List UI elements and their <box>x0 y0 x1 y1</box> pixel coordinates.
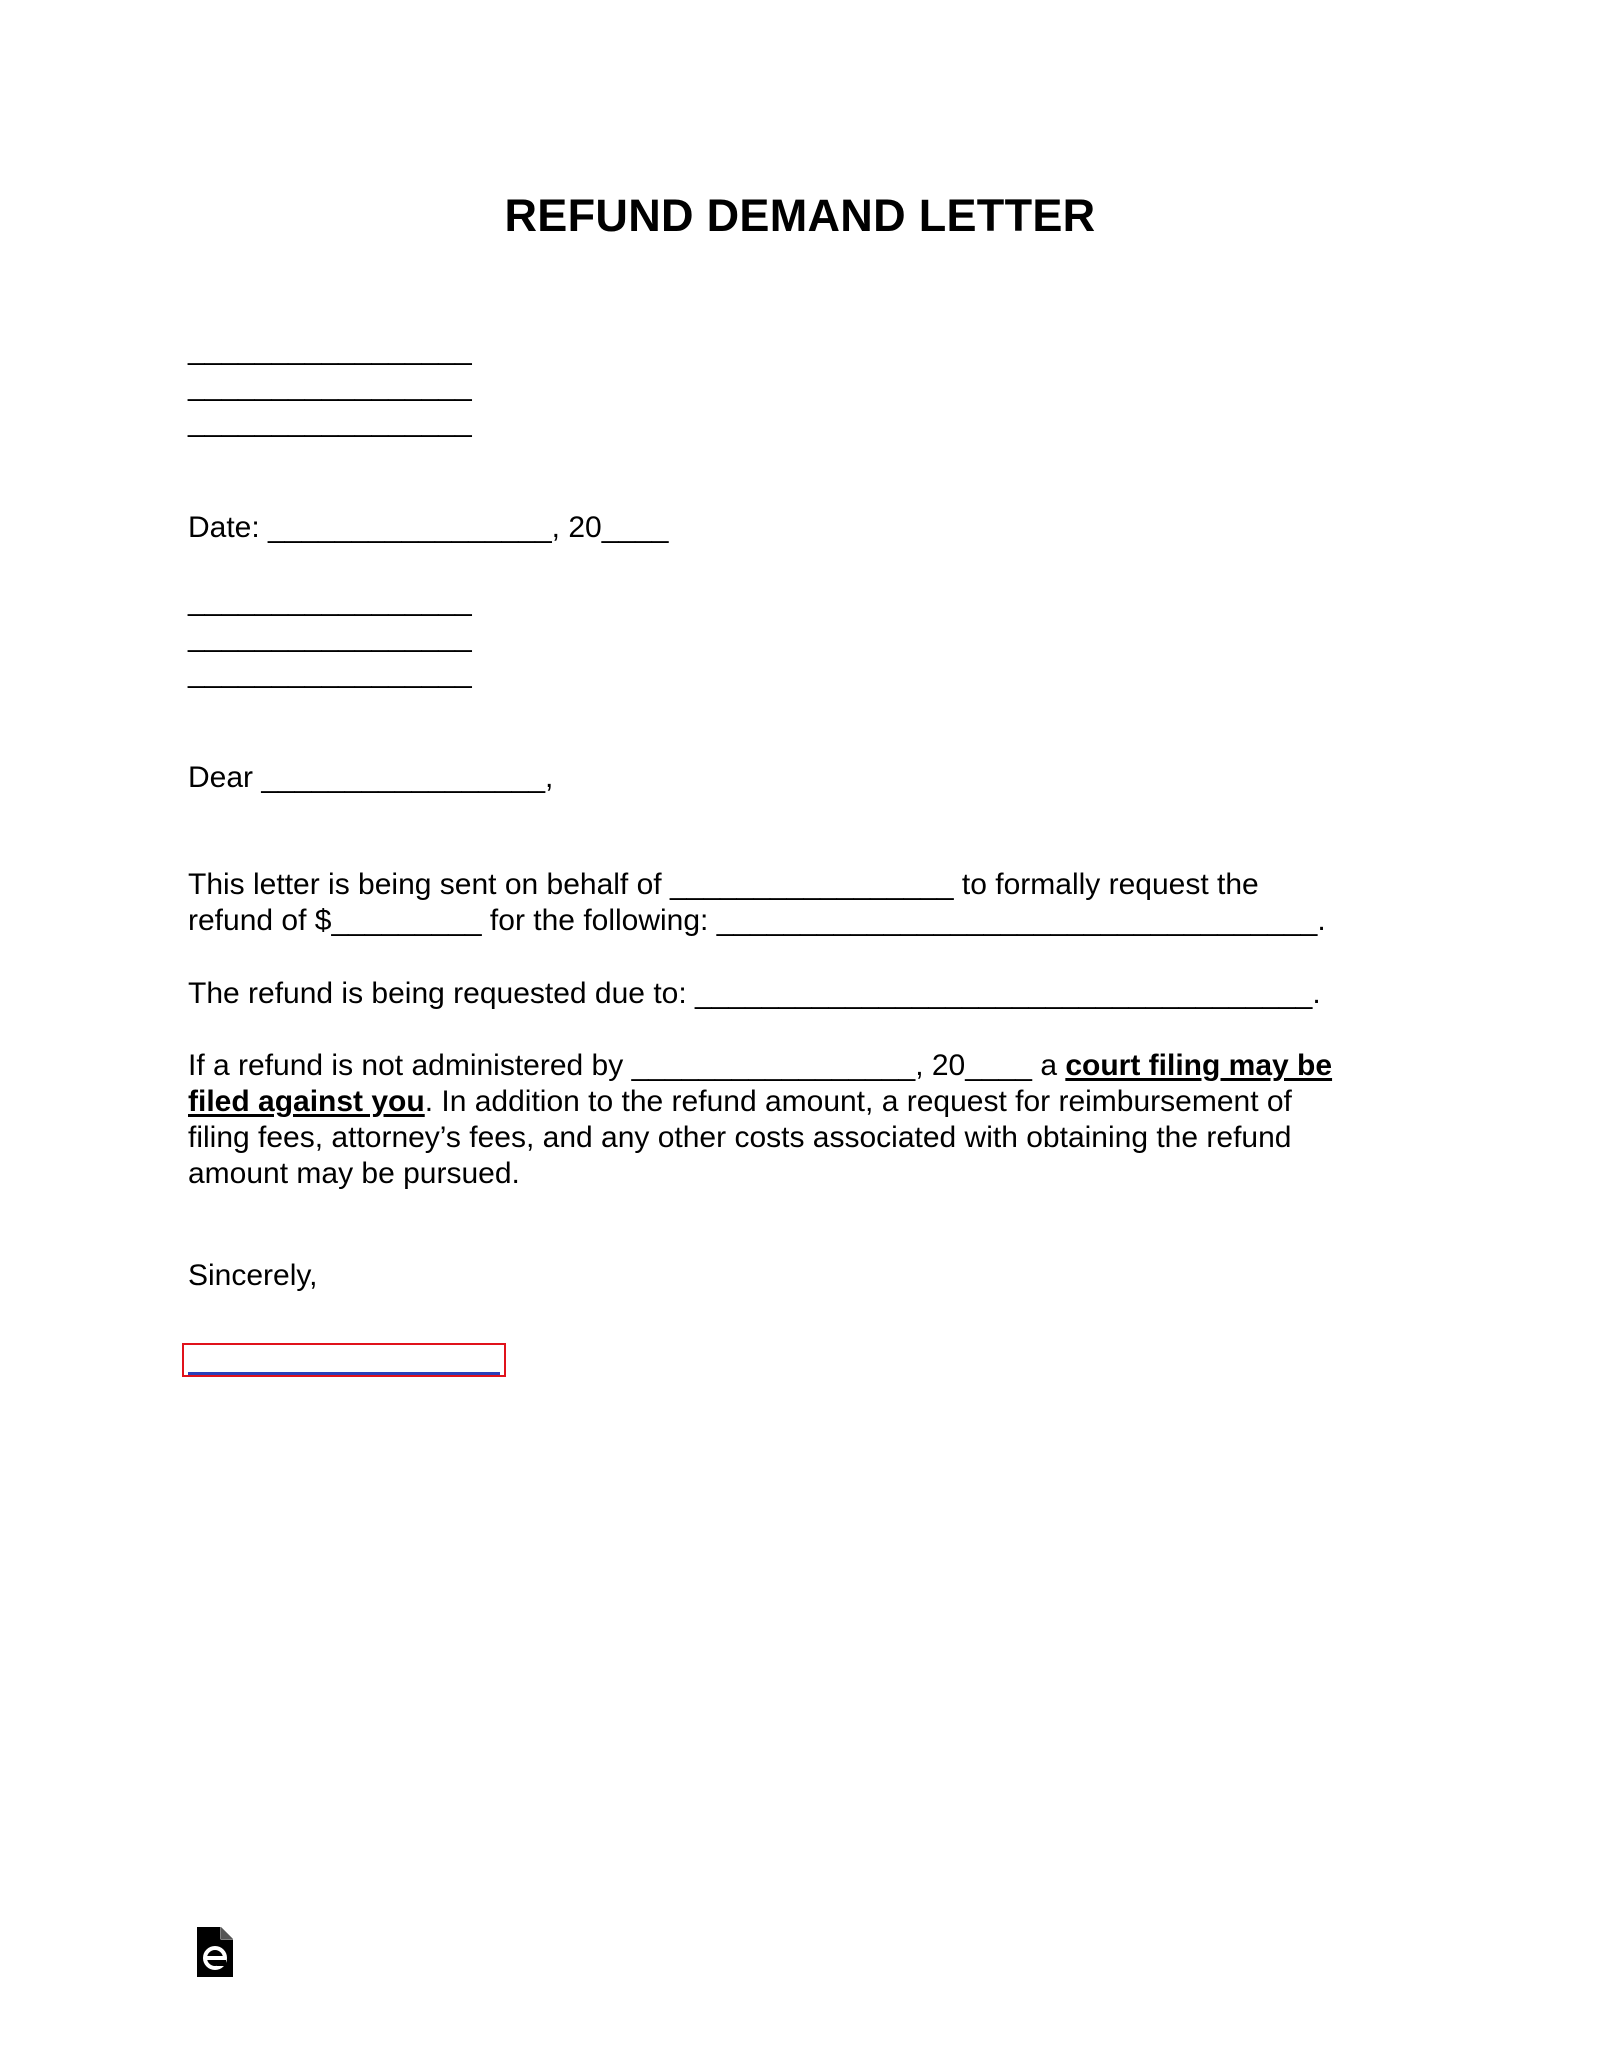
recipient-address-line-2: _________________ <box>188 620 472 653</box>
paragraph-request <box>188 867 1428 939</box>
sender-address-line-1: _________________ <box>188 333 472 366</box>
paragraph-deadline-line-2 <box>188 1084 1428 1120</box>
signature-field[interactable] <box>182 1343 506 1377</box>
paragraph-deadline-line-3: filing fees, attorney’s fees, and any other costs associated with obtaining the refund <box>188 1121 1292 1154</box>
salutation: Dear _________________, <box>188 761 554 794</box>
paragraph-request-line-2: refund of $_________ for the following: ____________________________________. <box>188 904 1326 937</box>
paragraph-reason: The refund is being requested due to: _____________________________________. <box>188 977 1321 1010</box>
paragraph-deadline-line-1-text: If a refund is not administered by _________________, 20____ a <box>188 1049 1066 1082</box>
eforms-logo-icon <box>197 1927 233 1977</box>
document-title: REFUND DEMAND LETTER <box>504 190 1096 241</box>
court-filing-emphasis-2: filed against you <box>188 1085 425 1118</box>
sender-address-line-3: _________________ <box>188 405 472 438</box>
court-filing-emphasis-1: court filing may be <box>1065 1049 1333 1082</box>
sender-address-line-2: _________________ <box>188 369 472 402</box>
paragraph-deadline-line-2-text: . In addition to the refund amount, a request for reimbursement of <box>424 1085 1292 1118</box>
recipient-address-line-1: _________________ <box>188 584 472 617</box>
closing: Sincerely, <box>188 1259 318 1292</box>
paragraph-deadline-line-1 <box>188 1048 1428 1084</box>
date-line: Date: _________________, 20____ <box>188 511 669 544</box>
paragraph-request-line-1: This letter is being sent on behalf of _________________ to formally request the <box>188 868 1259 901</box>
paragraph-deadline <box>188 1048 1428 1192</box>
recipient-address-line-3: _________________ <box>188 656 472 689</box>
paragraph-deadline-line-4: amount may be pursued. <box>188 1157 520 1190</box>
